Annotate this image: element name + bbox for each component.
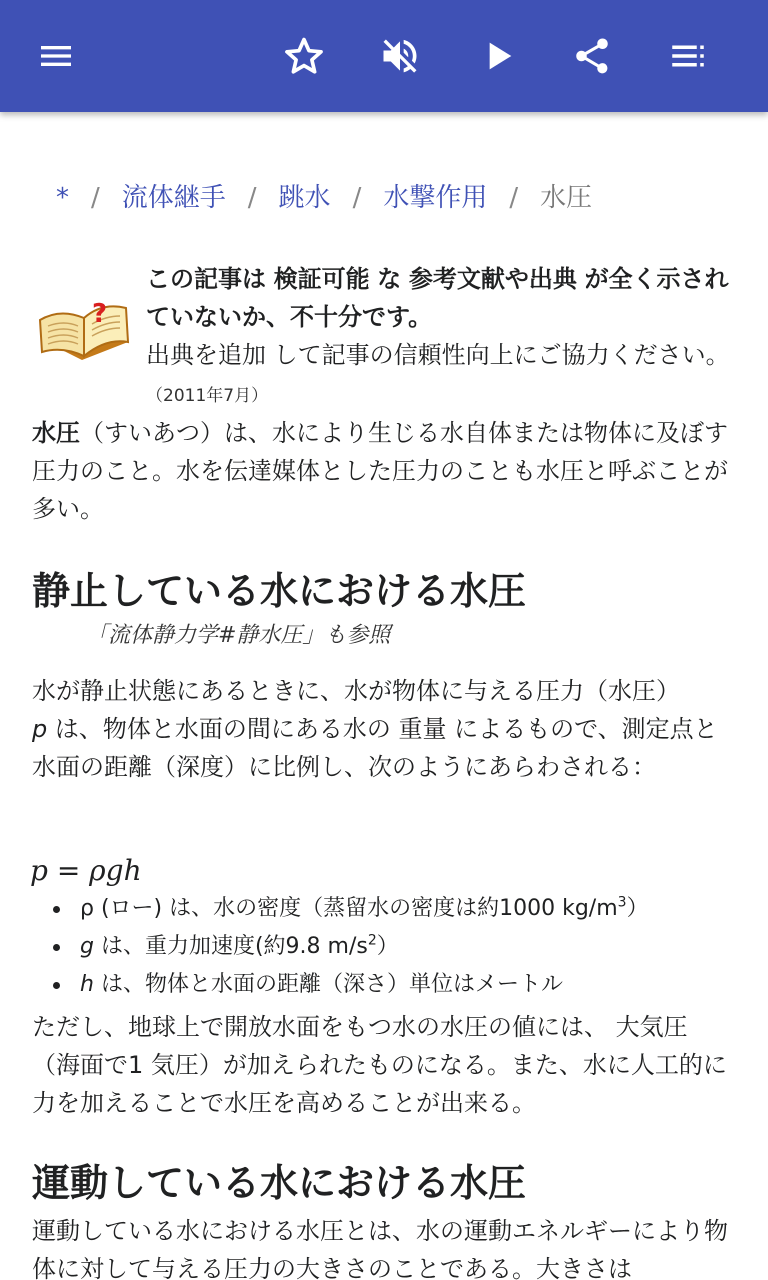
svg-text:?: ? (92, 299, 108, 329)
intro-paragraph (32, 414, 738, 528)
notice-text: この記事は (146, 265, 266, 293)
paragraph-text: は、物体と水面の間にある水の (54, 715, 391, 743)
formula: p = ρgh (30, 854, 142, 887)
list-item-text: ） (376, 934, 399, 959)
notice-link[interactable]: 検証可能 (273, 265, 370, 293)
star-icon (282, 34, 326, 78)
breadcrumb (44, 178, 744, 218)
notice-text: な (377, 265, 402, 293)
list-item-text: ） (626, 896, 649, 921)
breadcrumb-link[interactable]: 流体継手 (121, 183, 226, 213)
breadcrumb-separator: / (91, 183, 100, 213)
see-also-note[interactable]: 「流体静力学#静水圧」も参照 (86, 623, 391, 648)
variable-list (32, 890, 738, 1004)
notice-link[interactable]: 出典を追加 (146, 341, 266, 369)
volume-off-icon (378, 34, 422, 78)
weight-link[interactable]: 重量 (398, 715, 447, 743)
superscript: 2 (367, 932, 377, 949)
notice-text: して記事の信頼性向上にご協力ください。 (273, 341, 730, 369)
paragraph-text: によるもので、測定点と水面の距離（深度）に比例し、次のようにあらわされる： (32, 715, 718, 781)
list-item (32, 928, 738, 966)
play-icon (478, 36, 518, 76)
paragraph-text: 水が静止状態にあるときに、水が物体に与える圧力（水圧） (32, 677, 680, 705)
breadcrumb-separator: / (352, 183, 362, 213)
list-item (32, 966, 738, 1004)
variable-symbol: h (80, 972, 94, 997)
variable-symbol: p (32, 715, 48, 743)
notice-link[interactable]: 参考文献や出典 (408, 265, 577, 293)
playlist-icon (667, 35, 709, 77)
intro-text: （すいあつ）は、水により生じる水自体または物体に及ぼす圧力のこと。水を伝達媒体とした圧力のことも水圧と呼ぶことが多い。 (32, 419, 728, 523)
menu-icon (36, 36, 76, 76)
breadcrumb-separator: / (247, 183, 257, 213)
breadcrumb-current: 水圧 (540, 183, 593, 213)
share-button[interactable] (564, 28, 620, 84)
section-heading: 運動している水における水圧 (32, 1161, 527, 1205)
notice-date: （2011年7月） (146, 386, 269, 406)
list-item-text: ρ (ロー) は、水の密度（蒸留水の密度は約1000 kg/m (80, 896, 618, 921)
breadcrumb-separator: / (509, 183, 519, 213)
variable-symbol: g (80, 934, 94, 959)
contents-button[interactable] (660, 28, 716, 84)
app-toolbar (0, 0, 768, 112)
superscript: 3 (617, 894, 627, 911)
bookmark-button[interactable] (276, 28, 332, 84)
share-icon (571, 35, 613, 77)
citation-notice (146, 260, 736, 415)
notice-text: が全く示されていないか、不十分です。 (146, 265, 729, 331)
menu-button[interactable] (28, 28, 84, 84)
mute-button[interactable] (372, 28, 428, 84)
book-question-icon (36, 290, 134, 370)
section-paragraph: 運動している水における水圧とは、水の運動エネルギーにより物体に対して与える圧力の大きさのことである。大きさは (32, 1217, 728, 1280)
article-term: 水圧 (32, 419, 80, 447)
play-button[interactable] (470, 28, 526, 84)
article-content (0, 112, 768, 1280)
list-item-text: は、重力加速度(約9.8 m/s (100, 934, 368, 959)
section-paragraph: ただし、地球上で開放水面をもつ水の水圧の値には、 大気圧 （海面で1 気圧）が加えられたものになる。また、水に人工的に力を加えることで水圧を高めることが出来る。 (32, 1013, 727, 1117)
section-paragraph (32, 672, 738, 786)
breadcrumb-link[interactable]: 跳水 (278, 183, 331, 213)
section-heading: 静止している水における水圧 (32, 569, 527, 613)
breadcrumb-link[interactable]: 水撃作用 (383, 183, 488, 213)
breadcrumb-link[interactable]: * (56, 183, 69, 213)
list-item-text: は、物体と水面の距離（深さ）単位はメートル (100, 972, 563, 997)
list-item (32, 890, 738, 928)
